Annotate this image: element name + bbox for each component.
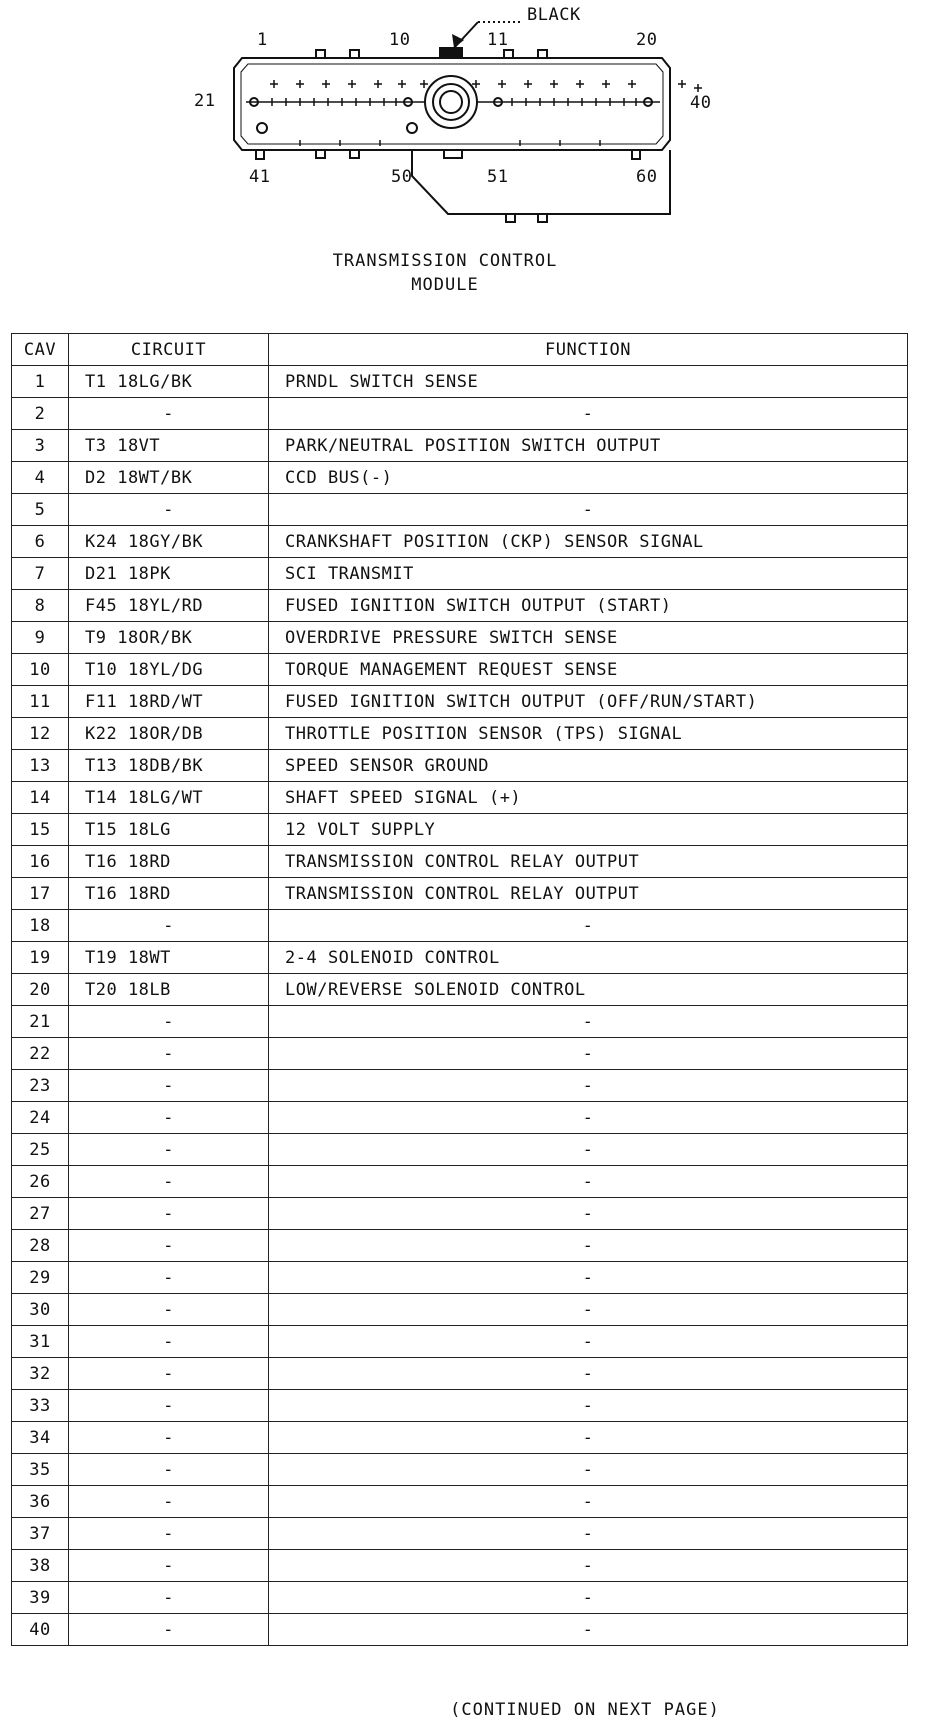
function-cell: - — [269, 398, 908, 430]
cav-cell: 12 — [12, 718, 69, 750]
circuit-cell: - — [69, 1038, 269, 1070]
circuit-cell: F11 18RD/WT — [69, 686, 269, 718]
table-row — [12, 398, 908, 430]
cav-cell: 24 — [12, 1102, 69, 1134]
cav-cell: 13 — [12, 750, 69, 782]
pin-label-60: 60 — [636, 167, 658, 187]
circuit-cell: - — [69, 1262, 269, 1294]
table-row — [12, 1006, 908, 1038]
function-cell: SHAFT SPEED SIGNAL (+) — [269, 782, 908, 814]
function-cell: - — [269, 1518, 908, 1550]
function-cell: PARK/NEUTRAL POSITION SWITCH OUTPUT — [269, 430, 908, 462]
cav-cell: 23 — [12, 1070, 69, 1102]
cav-cell: 40 — [12, 1614, 69, 1646]
table-row — [12, 1230, 908, 1262]
function-cell: TRANSMISSION CONTROL RELAY OUTPUT — [269, 846, 908, 878]
circuit-cell: - — [69, 1422, 269, 1454]
function-cell: - — [269, 1358, 908, 1390]
circuit-cell: T16 18RD — [69, 878, 269, 910]
table-row — [12, 1198, 908, 1230]
cav-cell: 35 — [12, 1454, 69, 1486]
cav-cell: 26 — [12, 1166, 69, 1198]
header-cav: CAV — [12, 334, 69, 366]
cav-cell: 20 — [12, 974, 69, 1006]
function-cell: 12 VOLT SUPPLY — [269, 814, 908, 846]
cav-cell: 30 — [12, 1294, 69, 1326]
table-row — [12, 782, 908, 814]
cav-cell: 14 — [12, 782, 69, 814]
circuit-cell: - — [69, 1102, 269, 1134]
function-cell: FUSED IGNITION SWITCH OUTPUT (OFF/RUN/START) — [269, 686, 908, 718]
function-cell: - — [269, 494, 908, 526]
table-row — [12, 1422, 908, 1454]
connector-caption — [0, 249, 890, 297]
function-cell: - — [269, 1134, 908, 1166]
pin-label-40: 40 — [690, 93, 712, 113]
pin-label-11: 11 — [487, 30, 509, 50]
cav-cell: 28 — [12, 1230, 69, 1262]
cav-cell: 29 — [12, 1262, 69, 1294]
function-cell: TORQUE MANAGEMENT REQUEST SENSE — [269, 654, 908, 686]
function-cell: THROTTLE POSITION SENSOR (TPS) SIGNAL — [269, 718, 908, 750]
table-row — [12, 462, 908, 494]
cav-cell: 8 — [12, 590, 69, 622]
table-row — [12, 974, 908, 1006]
circuit-cell: - — [69, 1518, 269, 1550]
circuit-cell: - — [69, 1230, 269, 1262]
function-cell: - — [269, 1198, 908, 1230]
cav-cell: 18 — [12, 910, 69, 942]
function-cell: - — [269, 1006, 908, 1038]
circuit-cell: F45 18YL/RD — [69, 590, 269, 622]
circuit-cell: - — [69, 1582, 269, 1614]
pin-label-1: 1 — [257, 30, 268, 50]
circuit-cell: T1 18LG/BK — [69, 366, 269, 398]
cav-cell: 3 — [12, 430, 69, 462]
pin-label-51: 51 — [487, 167, 509, 187]
table-row — [12, 1454, 908, 1486]
table-row — [12, 1166, 908, 1198]
circuit-cell: K22 18OR/DB — [69, 718, 269, 750]
table-row — [12, 1070, 908, 1102]
function-cell: - — [269, 910, 908, 942]
cav-cell: 21 — [12, 1006, 69, 1038]
cav-cell: 17 — [12, 878, 69, 910]
table-row — [12, 1326, 908, 1358]
circuit-cell: D21 18PK — [69, 558, 269, 590]
circuit-cell: - — [69, 1134, 269, 1166]
cav-cell: 37 — [12, 1518, 69, 1550]
function-cell: FUSED IGNITION SWITCH OUTPUT (START) — [269, 590, 908, 622]
cav-cell: 36 — [12, 1486, 69, 1518]
table-row — [12, 814, 908, 846]
function-cell: - — [269, 1294, 908, 1326]
circuit-cell: K24 18GY/BK — [69, 526, 269, 558]
table-row — [12, 750, 908, 782]
cav-cell: 16 — [12, 846, 69, 878]
circuit-cell: - — [69, 1006, 269, 1038]
function-cell: CCD BUS(-) — [269, 462, 908, 494]
circuit-cell: - — [69, 1166, 269, 1198]
function-cell: - — [269, 1614, 908, 1646]
cav-cell: 25 — [12, 1134, 69, 1166]
cav-cell: 7 — [12, 558, 69, 590]
function-cell: PRNDL SWITCH SENSE — [269, 366, 908, 398]
cav-cell: 1 — [12, 366, 69, 398]
circuit-cell: T19 18WT — [69, 942, 269, 974]
pin-label-10: 10 — [389, 30, 411, 50]
cav-cell: 39 — [12, 1582, 69, 1614]
table-row — [12, 1614, 908, 1646]
function-cell: 2-4 SOLENOID CONTROL — [269, 942, 908, 974]
black-color-label: BLACK — [527, 5, 581, 25]
cav-cell: 38 — [12, 1550, 69, 1582]
circuit-cell: T20 18LB — [69, 974, 269, 1006]
circuit-cell: - — [69, 1486, 269, 1518]
header-circuit: CIRCUIT — [69, 334, 269, 366]
cav-cell: 34 — [12, 1422, 69, 1454]
circuit-cell: T9 18OR/BK — [69, 622, 269, 654]
cav-cell: 32 — [12, 1358, 69, 1390]
pin-label-20: 20 — [636, 30, 658, 50]
circuit-cell: - — [69, 1550, 269, 1582]
cav-cell: 22 — [12, 1038, 69, 1070]
table-row — [12, 494, 908, 526]
table-row — [12, 1486, 908, 1518]
circuit-cell: - — [69, 1326, 269, 1358]
pinout-table — [11, 333, 908, 1646]
function-cell: SPEED SENSOR GROUND — [269, 750, 908, 782]
pin-label-50: 50 — [391, 167, 413, 187]
cav-cell: 15 — [12, 814, 69, 846]
function-cell: - — [269, 1102, 908, 1134]
function-cell: CRANKSHAFT POSITION (CKP) SENSOR SIGNAL — [269, 526, 908, 558]
continued-note: (CONTINUED ON NEXT PAGE) — [450, 1700, 720, 1720]
table-row — [12, 942, 908, 974]
circuit-cell: T16 18RD — [69, 846, 269, 878]
circuit-cell: - — [69, 398, 269, 430]
table-row — [12, 718, 908, 750]
cav-cell: 31 — [12, 1326, 69, 1358]
circuit-cell: - — [69, 1070, 269, 1102]
table-header-row — [12, 334, 908, 366]
table-row — [12, 846, 908, 878]
circuit-cell: - — [69, 1294, 269, 1326]
table-row — [12, 686, 908, 718]
function-cell: - — [269, 1582, 908, 1614]
circuit-cell: - — [69, 1454, 269, 1486]
header-function: FUNCTION — [269, 334, 908, 366]
cav-cell: 9 — [12, 622, 69, 654]
circuit-cell: - — [69, 910, 269, 942]
function-cell: - — [269, 1454, 908, 1486]
circuit-cell: T13 18DB/BK — [69, 750, 269, 782]
function-cell: - — [269, 1070, 908, 1102]
cav-cell: 11 — [12, 686, 69, 718]
caption-line-2: MODULE — [411, 275, 479, 295]
table-row — [12, 910, 908, 942]
table-row — [12, 526, 908, 558]
table-row — [12, 622, 908, 654]
table-row — [12, 366, 908, 398]
table-row — [12, 1550, 908, 1582]
cav-cell: 19 — [12, 942, 69, 974]
cav-cell: 27 — [12, 1198, 69, 1230]
circuit-cell: - — [69, 1614, 269, 1646]
function-cell: LOW/REVERSE SOLENOID CONTROL — [269, 974, 908, 1006]
circuit-cell: T3 18VT — [69, 430, 269, 462]
cav-cell: 33 — [12, 1390, 69, 1422]
function-cell: - — [269, 1390, 908, 1422]
table-row — [12, 1038, 908, 1070]
function-cell: OVERDRIVE PRESSURE SWITCH SENSE — [269, 622, 908, 654]
table-row — [12, 1134, 908, 1166]
function-cell: - — [269, 1038, 908, 1070]
circuit-cell: - — [69, 1198, 269, 1230]
function-cell: - — [269, 1422, 908, 1454]
pin-label-21: 21 — [194, 91, 216, 111]
table-row — [12, 430, 908, 462]
table-row — [12, 878, 908, 910]
function-cell: - — [269, 1230, 908, 1262]
circuit-cell: - — [69, 1358, 269, 1390]
circuit-cell: T15 18LG — [69, 814, 269, 846]
table-row — [12, 590, 908, 622]
circuit-cell: - — [69, 1390, 269, 1422]
circuit-cell: - — [69, 494, 269, 526]
table-row — [12, 1262, 908, 1294]
circuit-cell: T10 18YL/DG — [69, 654, 269, 686]
table-row — [12, 1102, 908, 1134]
function-cell: TRANSMISSION CONTROL RELAY OUTPUT — [269, 878, 908, 910]
function-cell: SCI TRANSMIT — [269, 558, 908, 590]
circuit-cell: D2 18WT/BK — [69, 462, 269, 494]
table-row — [12, 1518, 908, 1550]
cav-cell: 4 — [12, 462, 69, 494]
circuit-cell: T14 18LG/WT — [69, 782, 269, 814]
cav-cell: 6 — [12, 526, 69, 558]
caption-line-1: TRANSMISSION CONTROL — [332, 251, 558, 271]
table-body — [12, 366, 908, 1646]
function-cell: - — [269, 1262, 908, 1294]
function-cell: - — [269, 1166, 908, 1198]
table-row — [12, 1358, 908, 1390]
function-cell: - — [269, 1326, 908, 1358]
table-row — [12, 1390, 908, 1422]
cav-cell: 5 — [12, 494, 69, 526]
table-row — [12, 1582, 908, 1614]
function-cell: - — [269, 1486, 908, 1518]
pin-label-41: 41 — [249, 167, 271, 187]
table-row — [12, 558, 908, 590]
table-row — [12, 1294, 908, 1326]
cav-cell: 10 — [12, 654, 69, 686]
table-row — [12, 654, 908, 686]
cav-cell: 2 — [12, 398, 69, 430]
function-cell: - — [269, 1550, 908, 1582]
